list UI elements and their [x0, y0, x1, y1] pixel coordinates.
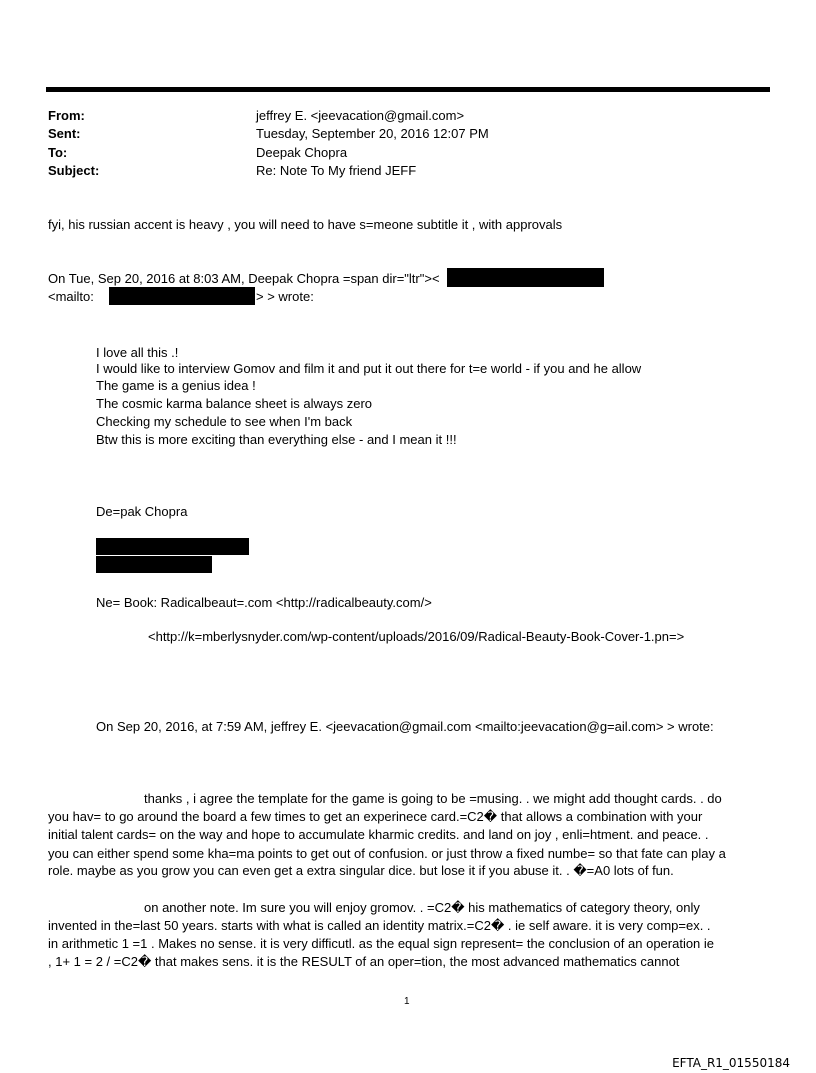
- sent-value: Tuesday, September 20, 2016 12:07 PM: [256, 126, 489, 141]
- paragraph-line: role. maybe as you grow you can even get a extra singular dice. but lose it if you abuse it. . �=A0 lots of fun.: [48, 863, 674, 878]
- subject-value: Re: Note To My friend JEFF: [256, 163, 417, 178]
- message-line: The cosmic karma balance sheet is always zero: [96, 396, 373, 411]
- from-value: jeffrey E. <jeevacation@gmail.com>: [256, 108, 465, 123]
- to-value: Deepak Chopra: [256, 145, 348, 160]
- message-line: Checking my schedule to see when I'm back: [96, 414, 353, 429]
- paragraph-line: initial talent cards= on the way and hope to accumulate kharmic credits. and land on joy , enli=htment. and peace. .: [48, 827, 709, 842]
- message-line: The game is a genius idea !: [96, 378, 256, 393]
- paragraph-line: thanks , i agree the template for the game is going to be =musing. . we might add thought cards. . do: [144, 791, 722, 806]
- message-line: Btw this is more exciting than everything else - and I mean it !!!: [96, 432, 457, 447]
- page-number: 1: [404, 996, 410, 1007]
- message-line: I would like to interview Gomov and film it and put it out there for t=e world - if you and he allow: [96, 361, 642, 376]
- image-link: <http://k=mberlysnyder.com/wp-content/uploads/2016/09/Radical-Beauty-Book-Cover-1.pn=>: [148, 629, 685, 644]
- from-label: From:: [48, 108, 85, 123]
- paragraph-line: invented in the=last 50 years. starts with what is called an identity matrix.=C2� . ie self aware. it is very comp=ex. .: [48, 918, 711, 933]
- bates-number: EFTA_R1_01550184: [672, 1056, 790, 1070]
- redaction-box: [447, 268, 604, 287]
- quote-header-line2-start: <mailto:: [48, 289, 94, 304]
- quote-header-line1: On Tue, Sep 20, 2016 at 8:03 AM, Deepak Chopra =span dir="ltr"><: [48, 271, 440, 286]
- quote-header-line2-end: > > wrote:: [256, 289, 314, 304]
- signature: De=pak Chopra: [96, 504, 188, 519]
- book-line: Ne= Book: Radicalbeaut=.com <http://radicalbeauty.com/>: [96, 595, 432, 610]
- paragraph-line: on another note. Im sure you will enjoy gromov. . =C2� his mathematics of category theory, only: [144, 900, 700, 915]
- to-label: To:: [48, 145, 68, 160]
- message-line: I love all this .!: [96, 345, 179, 360]
- sent-label: Sent:: [48, 126, 81, 141]
- intro-text: fyi, his russian accent is heavy , you will need to have s=meone subtitle it , with approvals: [48, 217, 563, 232]
- paragraph-line: in arithmetic 1 =1 . Makes no sense. it is very difficutl. as the equal sign represent= the conclusion of an operation ie: [48, 936, 715, 951]
- paragraph-line: you hav= to go around the board a few times to get an experinece card.=C2� that allows a combination with your: [48, 809, 703, 824]
- redaction-box: [96, 538, 249, 555]
- header-rule: [46, 87, 770, 92]
- redaction-box: [109, 287, 255, 305]
- redaction-box: [96, 556, 212, 573]
- paragraph-line: you can either spend some kha=ma points to get out of confusion. or just throw a fixed numbe= so that fate can play a: [48, 846, 726, 861]
- quote-header-2: On Sep 20, 2016, at 7:59 AM, jeffrey E. <jeevacation@gmail.com <mailto:jeevacation@g=ail.com> > wrote:: [96, 719, 714, 734]
- paragraph-line: , 1+ 1 = 2 / =C2� that makes sens. it is the RESULT of an oper=tion, the most advanced mathematics cannot: [48, 954, 680, 969]
- subject-label: Subject:: [48, 163, 100, 178]
